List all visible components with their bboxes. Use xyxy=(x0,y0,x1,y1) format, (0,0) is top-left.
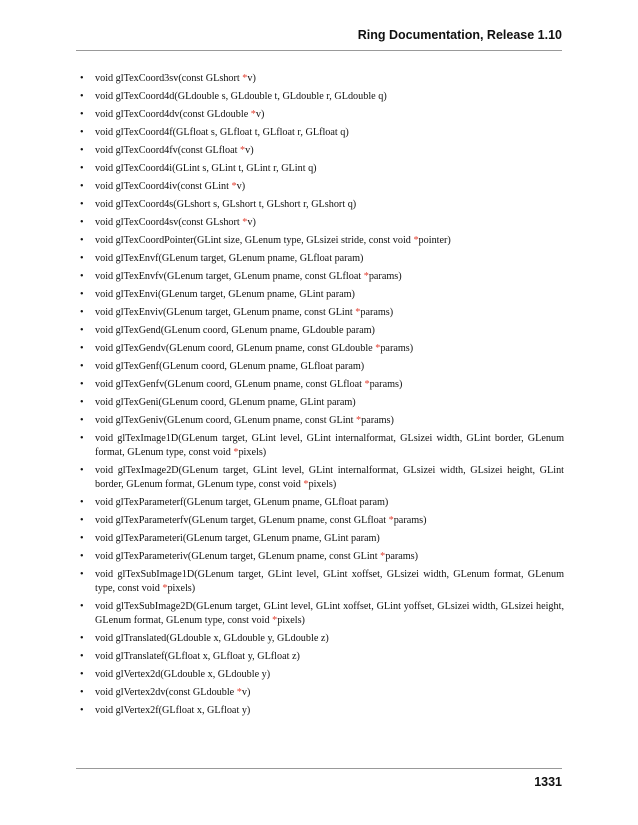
pointer-star: * xyxy=(242,217,248,228)
signature-text: void glTexEnvi(GLenum target, GLenum pname, GLint param) xyxy=(95,289,355,300)
function-item xyxy=(76,550,564,564)
pointer-star: * xyxy=(364,379,370,390)
pointer-star: * xyxy=(388,514,394,526)
signature-text: void glTexCoord4dv(const GLdouble xyxy=(95,109,251,120)
signature-text: void glTexCoord4i(GLint s, GLint t, GLint r, GLint q) xyxy=(95,163,317,174)
signature-text: void glTexParameterfv(GLenum target, GLenum pname, const GLfloat xyxy=(95,514,389,526)
signature-text: void glTexImage2D(GLenum target, GLint level, GLint internalformat, GLsizei width, GLsizei height, GLint border, GLenum format, GLenum type, const void xyxy=(95,464,564,490)
signature-text: v) xyxy=(255,109,265,120)
signature-text: void glTexGenf(GLenum coord, GLenum pname, GLfloat param) xyxy=(95,361,365,372)
signature-text: params) xyxy=(360,307,394,318)
function-item xyxy=(76,514,564,528)
pointer-star: * xyxy=(375,343,381,354)
function-item xyxy=(76,378,564,392)
signature-text: params) xyxy=(380,343,414,354)
signature-text: void glTexGendv(GLenum coord, GLenum pname, const GLdouble xyxy=(95,343,376,354)
function-item xyxy=(76,686,564,700)
function-item xyxy=(76,496,564,510)
pointer-star: * xyxy=(413,235,419,246)
signature-text: void glVertex2f(GLfloat x, GLfloat y) xyxy=(95,704,251,716)
function-item xyxy=(76,668,564,682)
signature-text: void glTranslated(GLdouble x, GLdouble y, GLdouble z) xyxy=(95,632,329,644)
signature-text: void glTexParameteri(GLenum target, GLenum pname, GLint param) xyxy=(95,532,380,544)
function-item xyxy=(76,532,564,546)
function-item xyxy=(76,252,564,266)
function-item xyxy=(76,198,564,212)
function-item xyxy=(76,568,564,596)
signature-text: void glTexCoordPointer(GLint size, GLenum type, GLsizei stride, const void xyxy=(95,235,414,246)
signature-text: params) xyxy=(369,379,403,390)
pointer-star: * xyxy=(240,145,246,156)
signature-text: void glTexSubImage2D(GLenum target, GLint level, GLint xoffset, GLint yoffset, GLsizei width, GLsizei height, GLenum format, GLenum type, const void xyxy=(95,600,564,626)
function-item xyxy=(76,126,564,140)
pointer-star: * xyxy=(355,307,361,318)
pointer-star: * xyxy=(303,478,309,490)
function-item xyxy=(76,216,564,230)
signature-text: void glTexEnvf(GLenum target, GLenum pname, GLfloat param) xyxy=(95,253,364,264)
signature-text: params) xyxy=(368,271,402,282)
signature-text: pixels) xyxy=(238,446,267,458)
function-item xyxy=(76,306,564,320)
signature-text: v) xyxy=(236,181,246,192)
signature-text: void glTexGend(GLenum coord, GLenum pname, GLdouble param) xyxy=(95,325,375,336)
pointer-star: * xyxy=(363,271,369,282)
footer-divider xyxy=(76,768,562,769)
signature-text: void glTexCoord4iv(const GLint xyxy=(95,181,232,192)
signature-text: pixels) xyxy=(167,582,196,594)
signature-text: pixels) xyxy=(308,478,337,490)
function-item xyxy=(76,396,564,410)
pointer-star: * xyxy=(236,686,242,698)
function-item xyxy=(76,414,564,428)
pointer-star: * xyxy=(250,109,256,120)
signature-text: void glTexGeni(GLenum coord, GLenum pname, GLint param) xyxy=(95,397,356,408)
pointer-star: * xyxy=(356,415,362,426)
signature-text: void glTexCoord4d(GLdouble s, GLdouble t, GLdouble r, GLdouble q) xyxy=(95,91,387,102)
pointer-star: * xyxy=(272,614,278,626)
pointer-star: * xyxy=(231,181,237,192)
function-item xyxy=(76,704,564,718)
signature-text: void glTexImage1D(GLenum target, GLint level, GLint internalformat, GLsizei width, GLint border, GLenum format, GLenum type, const void xyxy=(95,433,564,458)
function-item xyxy=(76,632,564,646)
signature-text: void glTexEnvfv(GLenum target, GLenum pname, const GLfloat xyxy=(95,271,364,282)
signature-text: params) xyxy=(361,415,394,426)
signature-text: v) xyxy=(247,73,256,84)
signature-text: void glTexParameterf(GLenum target, GLenum pname, GLfloat param) xyxy=(95,496,389,508)
page-header: Ring Documentation, Release 1.10 xyxy=(357,28,562,42)
signature-text: void glTexSubImage1D(GLenum target, GLint level, GLint xoffset, GLsizei width, GLenum format, GLenum type, const void xyxy=(95,568,564,594)
page-number: 1331 xyxy=(534,775,562,789)
signature-text: params) xyxy=(393,514,427,526)
signature-text: void glTranslatef(GLfloat x, GLfloat y, GLfloat z) xyxy=(95,650,300,662)
function-item xyxy=(76,464,564,492)
pointer-star: * xyxy=(380,550,386,562)
signature-text: void glVertex2dv(const GLdouble xyxy=(95,686,237,698)
pointer-star: * xyxy=(162,582,168,594)
signature-text: void glVertex2d(GLdouble x, GLdouble y) xyxy=(95,668,271,680)
signature-text: params) xyxy=(385,550,419,562)
signature-text: void glTexCoord4fv(const GLfloat xyxy=(95,145,240,156)
function-item xyxy=(76,360,564,374)
signature-text: pointer) xyxy=(418,235,451,246)
signature-text: void glTexParameteriv(GLenum target, GLenum pname, const GLint xyxy=(95,550,381,562)
function-item xyxy=(76,162,564,176)
function-item xyxy=(76,180,564,194)
function-list xyxy=(76,72,564,722)
signature-text: pixels) xyxy=(277,614,305,626)
function-item xyxy=(76,650,564,664)
signature-text: void glTexGeniv(GLenum coord, GLenum pname, const GLint xyxy=(95,415,356,426)
function-item xyxy=(76,270,564,284)
signature-text: v) xyxy=(241,686,251,698)
signature-text: void glTexCoord3sv(const GLshort xyxy=(95,73,243,84)
function-item xyxy=(76,342,564,356)
function-item xyxy=(76,90,564,104)
signature-text: v) xyxy=(245,145,254,156)
signature-text: void glTexEnviv(GLenum target, GLenum pname, const GLint xyxy=(95,307,356,318)
function-item xyxy=(76,144,564,158)
header-divider xyxy=(76,50,562,51)
signature-text: void glTexCoord4sv(const GLshort xyxy=(95,217,243,228)
signature-text: v) xyxy=(247,217,256,228)
function-item xyxy=(76,324,564,338)
signature-text: void glTexCoord4s(GLshort s, GLshort t, GLshort r, GLshort q) xyxy=(95,199,357,210)
function-item xyxy=(76,288,564,302)
function-item xyxy=(76,72,564,86)
function-item xyxy=(76,234,564,248)
signature-text: void glTexCoord4f(GLfloat s, GLfloat t, GLfloat r, GLfloat q) xyxy=(95,127,349,138)
function-item xyxy=(76,600,564,628)
function-item xyxy=(76,432,564,460)
signature-text: void glTexGenfv(GLenum coord, GLenum pname, const GLfloat xyxy=(95,379,365,390)
function-item xyxy=(76,108,564,122)
pointer-star: * xyxy=(242,73,248,84)
pointer-star: * xyxy=(233,446,239,458)
